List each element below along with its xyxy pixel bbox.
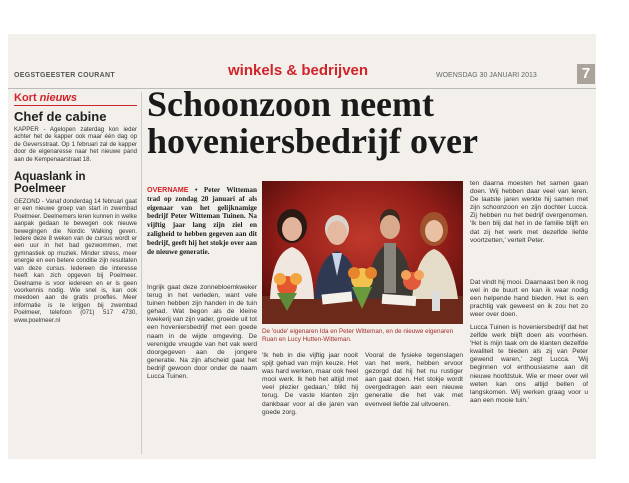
article-column: Lucca Tuinen is hoveniersbedrijf dat het zelfde werk blijft doen als voorheen. 'Het is mijn taak om de klanten dezelfde kwaliteit te bieden als zij van Peter gewend waren,' zegt Lucca. 'Wij beginnen vol enthousiasme aan dit nieuwe hoofdstuk. Wie er meer over wil weten kan ons altijd bellen of langskomen. Wij werken graag voor u aan een mooie tuin.' bbox=[470, 324, 588, 404]
lead-kicker: OVERNAME bbox=[147, 185, 189, 194]
page-number: 7 bbox=[577, 64, 595, 84]
column-divider bbox=[141, 92, 142, 454]
news-item-title: Chef de cabine bbox=[14, 109, 107, 124]
article-column: Ingrijk gaat deze zonnebloemkweker terug in het verleden, want vele tuinen hebben zijn handen in de tuin gehad. Wat begon als de kleine kwekerij van zijn vader, groeide uit tot een hoveniersbedrijf met een goede naam in de wijde omgeving. De verenigde vreugde van het vak werd doorgegeven aan de jongere generatie. Na zijn afscheid gaat het bedrijf gewoon door onder de naam Lucca Tuinen. bbox=[147, 284, 257, 381]
kort-nieuws-header bbox=[14, 92, 137, 104]
section-title: winkels & bedrijven bbox=[228, 62, 369, 79]
nieuws-label: nieuws bbox=[39, 92, 77, 104]
news-item-text: GEZOND - Vanaf donderdag 14 februari gaat er een nieuwe groep van start in zwembad Poelmeer. Deelnemers leren kunnen in welke aanpak gedaan te bewegen ook nieuwe bewegingen die Nordic Walking geven. Iedere deze 8 weken van de cursus wordt er een uur in het bad gezwommen, met gymnastiek op muziek. Minder stress, meer energie en een betere conditie zijn resultaten van deze cursus. Iedereen die interesse heeft kan zich opgeven bij Poelmeer. Deelname is voor iedereen en er is geen voorkennis nodig. Wie snel is, kan ook meedoen aan de gratis proefles. Meer informatie is te krijgen bij zwembad Poelmeer, telefoon (071) 517 4730, www.poelmeer.nl bbox=[14, 198, 137, 324]
news-item-text: KAPPER - Agelopen zaterdag kon ieder achter het de kapper ook maar één dag op de Geversstraat. Op 1 februari zal de kapper door de eigenaresse naar het nieuwe pand aan de Kempenaarstraat 18. bbox=[14, 126, 137, 163]
article-column: Dat vindt hij mooi. Daarnaast ben ik nog wel in de buurt en kan ik waar nodig een helpende hand bieden. Het is een prachtig vak geweest en ik zou het zo weer over doen. bbox=[470, 279, 588, 319]
article-column: Vooral de fysieke tegenslagen van het werk, hebben ervoor gezorgd dat hij het nu rustiger aan gaat doen. Het stokje wordt overgedragen aan een nieuwe generatie die het vak met evenveel liefde zal uitvoeren. bbox=[365, 352, 463, 408]
article-headline: Schoonzoon neemt hoveniersbedrijf over bbox=[147, 84, 478, 161]
news-item-title: Aquaslank in Poelmeer bbox=[14, 171, 86, 196]
issue-date: WOENSDAG 30 JANUARI 2013 bbox=[436, 72, 537, 79]
article-column: 'Ik heb in die vijftig jaar nooit spijt gehad van mijn keuze. Het was hard werken, maar ook heel mooi werk. Ik heb het altijd met veel plezier gedaan,' blikt hij terug. De vaste klanten zijn dankbaar voor al die jaren van goede zorg. bbox=[262, 352, 358, 416]
newspaper-page bbox=[8, 34, 596, 459]
photo-caption: De 'oude' eigenaren Ida en Peter Witteman, en de nieuwe eigenaren Ruan en Lucy Hutten-Witteman. bbox=[262, 328, 454, 343]
kort-label: Kort bbox=[14, 92, 37, 104]
article-column: ten daarna moesten het samen gaan doen. Wij hebben daar veel van leren. De laatste jaren werkte hij samen met zijn schoonzoon en zijn dochter Lucca. Zij hebben nu het bedrijf overgenomen. 'Ik ben blij dat het in de familie blijft en dat zij het werk met dezelfde liefde voortzetten,' vertelt Peter. bbox=[470, 180, 588, 244]
photo-illustration bbox=[262, 181, 463, 324]
sidebar-divider bbox=[14, 105, 137, 106]
article-photo bbox=[262, 181, 463, 324]
lead-text: • Peter Witteman trad op zondag 20 januari af als eigenaar van het gelijknamige bedrijf Peter Witteman Tuinen. Na vijftig jaar lang zijn ziel en zaligheid te hebben gegeven aan dit bedrijf, geeft hij het stokje over aan de nieuwe generatie. bbox=[147, 186, 257, 256]
paper-name: OEGSTGEESTER COURANT bbox=[14, 72, 115, 79]
article-lead bbox=[147, 186, 257, 256]
news-sidebar bbox=[14, 92, 137, 459]
